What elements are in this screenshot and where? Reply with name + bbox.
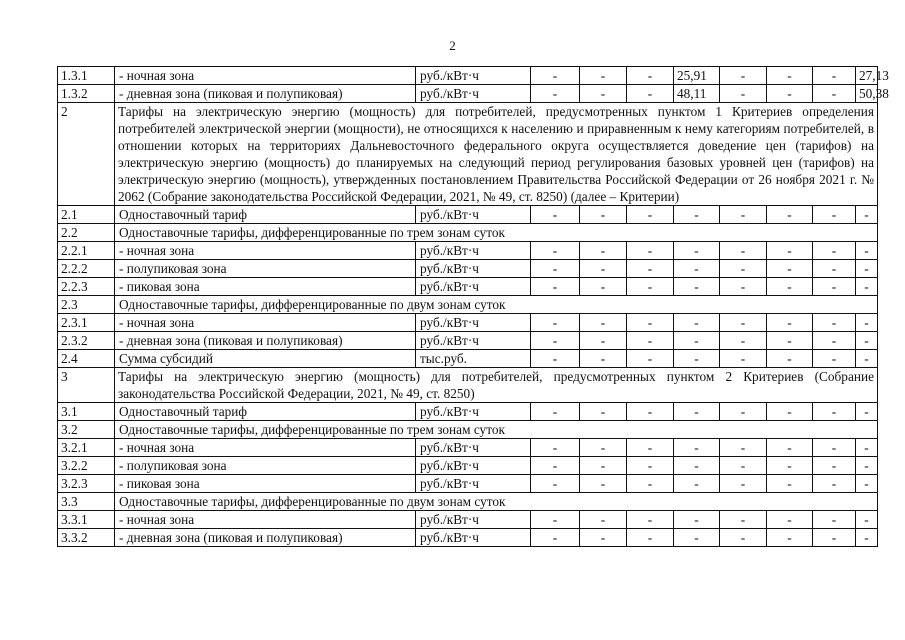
- row-unit: руб./кВт·ч: [416, 67, 531, 85]
- table-row: [58, 206, 878, 224]
- section-description: Тарифы на электрическую энергию (мощность) для потребителей, предусмотренных пунктом 2 Критериев (Собрание законодательства Российской Федерации, 2021, № 49, ст. 8250): [115, 368, 878, 403]
- value-cell: -: [674, 260, 720, 278]
- value-cell: -: [813, 85, 856, 103]
- row-unit: тыс.руб.: [416, 350, 531, 368]
- value-cell: -: [813, 314, 856, 332]
- value-cell: -: [627, 475, 674, 493]
- row-number: 2.2: [58, 224, 115, 242]
- value-cell: -: [627, 206, 674, 224]
- table-row: [58, 529, 878, 547]
- value-cell: -: [580, 475, 627, 493]
- row-number: 3.2.1: [58, 439, 115, 457]
- row-number: 3.3.1: [58, 511, 115, 529]
- value-cell: -: [531, 260, 580, 278]
- value-cell: 48,11: [674, 85, 720, 103]
- row-name: - ночная зона: [115, 67, 416, 85]
- value-cell: -: [674, 457, 720, 475]
- value-cell: -: [627, 67, 674, 85]
- value-cell: -: [674, 511, 720, 529]
- value-cell: -: [813, 332, 856, 350]
- value-cell: -: [856, 314, 878, 332]
- value-cell: -: [767, 278, 813, 296]
- value-cell: -: [674, 206, 720, 224]
- row-number: 3: [58, 368, 115, 403]
- value-cell: -: [627, 457, 674, 475]
- value-cell: -: [720, 350, 767, 368]
- value-cell: -: [531, 206, 580, 224]
- value-cell: -: [627, 529, 674, 547]
- value-cell: -: [856, 278, 878, 296]
- value-cell: -: [856, 332, 878, 350]
- row-unit: руб./кВт·ч: [416, 439, 531, 457]
- value-cell: -: [580, 511, 627, 529]
- value-cell: -: [531, 278, 580, 296]
- value-cell: -: [627, 511, 674, 529]
- row-unit: руб./кВт·ч: [416, 332, 531, 350]
- value-cell: -: [674, 278, 720, 296]
- row-name: - ночная зона: [115, 511, 416, 529]
- value-cell: -: [856, 475, 878, 493]
- value-cell: -: [767, 403, 813, 421]
- value-cell: -: [627, 242, 674, 260]
- table-row: [58, 67, 878, 85]
- value-cell: -: [580, 332, 627, 350]
- value-cell: -: [674, 439, 720, 457]
- value-cell: -: [674, 332, 720, 350]
- value-cell: -: [767, 457, 813, 475]
- row-number: 3.2.2: [58, 457, 115, 475]
- row-unit: руб./кВт·ч: [416, 475, 531, 493]
- value-cell: -: [580, 529, 627, 547]
- value-cell: 25,91: [674, 67, 720, 85]
- value-cell: -: [813, 511, 856, 529]
- value-cell: -: [580, 67, 627, 85]
- row-unit: руб./кВт·ч: [416, 242, 531, 260]
- table-row: [58, 242, 878, 260]
- value-cell: -: [767, 350, 813, 368]
- value-cell: -: [531, 332, 580, 350]
- row-number: 2.3.1: [58, 314, 115, 332]
- value-cell: -: [813, 529, 856, 547]
- value-cell: -: [627, 439, 674, 457]
- value-cell: -: [720, 260, 767, 278]
- table-row: [58, 511, 878, 529]
- row-number: 2.3.2: [58, 332, 115, 350]
- table-row: [58, 296, 878, 314]
- value-cell: -: [767, 529, 813, 547]
- value-cell: -: [674, 475, 720, 493]
- value-cell: -: [531, 242, 580, 260]
- value-cell: 27,13: [856, 67, 878, 85]
- value-cell: -: [580, 314, 627, 332]
- value-cell: -: [720, 314, 767, 332]
- value-cell: -: [580, 350, 627, 368]
- row-unit: руб./кВт·ч: [416, 278, 531, 296]
- value-cell: -: [720, 278, 767, 296]
- value-cell: -: [580, 403, 627, 421]
- value-cell: -: [813, 439, 856, 457]
- row-number: 1.3.2: [58, 85, 115, 103]
- row-name: - дневная зона (пиковая и полупиковая): [115, 332, 416, 350]
- row-number: 2.3: [58, 296, 115, 314]
- subsection-heading: Одноставочные тарифы, дифференцированные по трем зонам суток: [115, 224, 878, 242]
- row-number: 3.2: [58, 421, 115, 439]
- row-number: 2.4: [58, 350, 115, 368]
- row-unit: руб./кВт·ч: [416, 206, 531, 224]
- value-cell: -: [674, 314, 720, 332]
- table-row: [58, 493, 878, 511]
- row-unit: руб./кВт·ч: [416, 511, 531, 529]
- value-cell: -: [813, 403, 856, 421]
- row-name: - полупиковая зона: [115, 260, 416, 278]
- value-cell: -: [767, 475, 813, 493]
- value-cell: 50,38: [856, 85, 878, 103]
- value-cell: -: [531, 314, 580, 332]
- value-cell: -: [627, 403, 674, 421]
- row-unit: руб./кВт·ч: [416, 457, 531, 475]
- value-cell: -: [531, 457, 580, 475]
- value-cell: -: [580, 278, 627, 296]
- table-row: [58, 421, 878, 439]
- value-cell: -: [813, 67, 856, 85]
- table-row: [58, 332, 878, 350]
- row-name: - пиковая зона: [115, 278, 416, 296]
- table-row: [58, 260, 878, 278]
- subsection-heading: Одноставочные тарифы, дифференцированные по двум зонам суток: [115, 296, 878, 314]
- value-cell: -: [720, 457, 767, 475]
- row-name: - дневная зона (пиковая и полупиковая): [115, 529, 416, 547]
- value-cell: -: [580, 85, 627, 103]
- value-cell: -: [531, 67, 580, 85]
- subsection-heading: Одноставочные тарифы, дифференцированные по трем зонам суток: [115, 421, 878, 439]
- row-number: 2.2.3: [58, 278, 115, 296]
- row-number: 2: [58, 103, 115, 206]
- row-name: - ночная зона: [115, 242, 416, 260]
- value-cell: -: [813, 457, 856, 475]
- value-cell: -: [767, 332, 813, 350]
- row-name: - полупиковая зона: [115, 457, 416, 475]
- value-cell: -: [531, 350, 580, 368]
- table-row: [58, 457, 878, 475]
- value-cell: -: [856, 206, 878, 224]
- row-name: - ночная зона: [115, 314, 416, 332]
- row-name: Сумма субсидий: [115, 350, 416, 368]
- value-cell: -: [767, 67, 813, 85]
- row-unit: руб./кВт·ч: [416, 314, 531, 332]
- value-cell: -: [580, 260, 627, 278]
- value-cell: -: [531, 475, 580, 493]
- row-number: 3.2.3: [58, 475, 115, 493]
- row-name: Одноставочный тариф: [115, 403, 416, 421]
- value-cell: -: [813, 350, 856, 368]
- value-cell: -: [531, 511, 580, 529]
- value-cell: -: [720, 403, 767, 421]
- row-number: 2.2.2: [58, 260, 115, 278]
- table-row: [58, 475, 878, 493]
- value-cell: -: [856, 529, 878, 547]
- value-cell: -: [856, 403, 878, 421]
- value-cell: -: [580, 242, 627, 260]
- value-cell: -: [674, 403, 720, 421]
- value-cell: -: [720, 529, 767, 547]
- value-cell: -: [674, 350, 720, 368]
- row-number: 2.2.1: [58, 242, 115, 260]
- row-unit: руб./кВт·ч: [416, 529, 531, 547]
- value-cell: -: [531, 85, 580, 103]
- value-cell: -: [627, 332, 674, 350]
- value-cell: -: [674, 242, 720, 260]
- value-cell: -: [767, 206, 813, 224]
- table-row: [58, 403, 878, 421]
- page-number: 2: [449, 38, 456, 53]
- value-cell: -: [720, 511, 767, 529]
- row-number: 3.3: [58, 493, 115, 511]
- value-cell: -: [720, 242, 767, 260]
- tariff-table: [57, 66, 889, 547]
- value-cell: -: [627, 85, 674, 103]
- value-cell: -: [720, 85, 767, 103]
- value-cell: -: [767, 85, 813, 103]
- table-row: [58, 85, 878, 103]
- value-cell: -: [813, 475, 856, 493]
- value-cell: -: [813, 242, 856, 260]
- value-cell: -: [720, 67, 767, 85]
- value-cell: -: [580, 457, 627, 475]
- row-unit: руб./кВт·ч: [416, 403, 531, 421]
- value-cell: -: [813, 260, 856, 278]
- section-description: Тарифы на электрическую энергию (мощность) для потребителей, предусмотренных пунктом 1 Критериев определения потребителей электрической энергии (мощности), не относящихся к населению и приравненным к нему категориям потребителей, в отношении которых на территориях Дальневосточного федерального округа осуществляется доведение цен (тарифов) на электрическую энергию (мощность) до планируемых на следующий период регулирования базовых уровней цен (тарифов) на электрическую энергию (мощность), утвержденных постановлением Правительства Российской Федерации от 26 ноября 2021 г. № 2062 (Собрание законодательства Российской Федерации, 2021, № 49, ст. 8250) (далее – Критерии): [115, 103, 878, 206]
- value-cell: -: [531, 529, 580, 547]
- table-row: [58, 103, 878, 206]
- value-cell: -: [856, 242, 878, 260]
- value-cell: -: [856, 511, 878, 529]
- value-cell: -: [767, 511, 813, 529]
- value-cell: -: [856, 350, 878, 368]
- value-cell: -: [813, 278, 856, 296]
- row-number: 3.1: [58, 403, 115, 421]
- value-cell: -: [813, 206, 856, 224]
- value-cell: -: [627, 350, 674, 368]
- subsection-heading: Одноставочные тарифы, дифференцированные по двум зонам суток: [115, 493, 878, 511]
- row-name: Одноставочный тариф: [115, 206, 416, 224]
- table-row: [58, 314, 878, 332]
- value-cell: -: [627, 278, 674, 296]
- value-cell: -: [580, 206, 627, 224]
- row-number: 1.3.1: [58, 67, 115, 85]
- row-name: - ночная зона: [115, 439, 416, 457]
- table-row: [58, 439, 878, 457]
- value-cell: -: [531, 439, 580, 457]
- value-cell: -: [767, 314, 813, 332]
- value-cell: -: [531, 403, 580, 421]
- row-unit: руб./кВт·ч: [416, 260, 531, 278]
- value-cell: -: [767, 242, 813, 260]
- row-name: - пиковая зона: [115, 475, 416, 493]
- value-cell: -: [720, 475, 767, 493]
- value-cell: -: [720, 206, 767, 224]
- value-cell: -: [856, 457, 878, 475]
- value-cell: -: [627, 260, 674, 278]
- table-row: [58, 350, 878, 368]
- table-row: [58, 224, 878, 242]
- value-cell: -: [720, 332, 767, 350]
- value-cell: -: [856, 260, 878, 278]
- value-cell: -: [720, 439, 767, 457]
- table-row: [58, 368, 878, 403]
- value-cell: -: [767, 439, 813, 457]
- table-row: [58, 278, 878, 296]
- row-number: 2.1: [58, 206, 115, 224]
- value-cell: -: [580, 439, 627, 457]
- value-cell: -: [767, 260, 813, 278]
- row-number: 3.3.2: [58, 529, 115, 547]
- table-body: [58, 67, 889, 547]
- value-cell: -: [627, 314, 674, 332]
- value-cell: -: [856, 439, 878, 457]
- row-unit: руб./кВт·ч: [416, 85, 531, 103]
- value-cell: -: [674, 529, 720, 547]
- row-name: - дневная зона (пиковая и полупиковая): [115, 85, 416, 103]
